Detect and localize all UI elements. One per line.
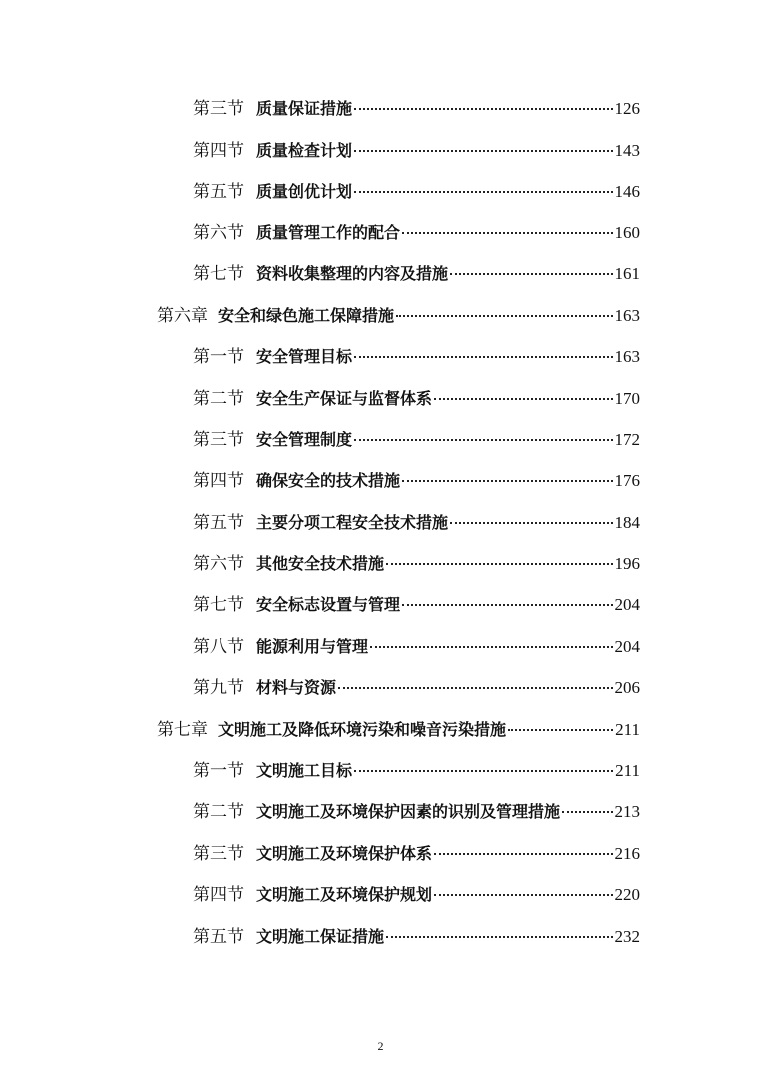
toc-label: 第七节	[193, 264, 244, 284]
toc-title: 安全和绿色施工保障措施	[218, 306, 395, 325]
toc-title: 主要分项工程安全技术措施	[256, 513, 449, 532]
dot-leader	[354, 769, 613, 772]
toc-entry[interactable]	[193, 593, 640, 617]
toc-page-number: 172	[614, 430, 640, 449]
toc-title: 安全管理制度	[256, 430, 353, 449]
toc-page-number: 161	[614, 264, 640, 283]
toc-title: 材料与资源	[256, 678, 337, 697]
toc-title: 质量创优计划	[256, 182, 353, 201]
toc-entry[interactable]	[193, 511, 640, 535]
toc-entry[interactable]	[193, 676, 640, 700]
toc-label: 第五节	[193, 513, 244, 533]
dot-leader	[434, 397, 612, 400]
toc-label: 第八节	[193, 637, 244, 657]
dot-leader	[434, 852, 612, 855]
toc-label: 第二节	[193, 802, 244, 822]
dot-leader	[402, 603, 612, 606]
dot-leader	[386, 562, 612, 565]
toc-title: 文明施工保证措施	[256, 927, 385, 946]
dot-leader	[386, 935, 612, 938]
toc-entry[interactable]	[193, 262, 640, 286]
toc-title: 安全生产保证与监督体系	[256, 389, 433, 408]
toc-entry[interactable]	[193, 469, 640, 493]
toc-page-number: 146	[614, 182, 640, 201]
toc-title: 质量检查计划	[256, 141, 353, 160]
toc-page-number: 163	[614, 306, 640, 325]
toc-title: 能源利用与管理	[256, 637, 369, 656]
dot-leader	[338, 686, 612, 689]
dot-leader	[508, 728, 613, 731]
toc-title: 安全标志设置与管理	[256, 595, 401, 614]
toc-title: 文明施工及降低环境污染和噪音污染措施	[218, 720, 507, 739]
dot-leader	[354, 438, 612, 441]
toc-label: 第三节	[193, 844, 244, 864]
dot-leader	[450, 521, 612, 524]
dot-leader	[402, 231, 612, 234]
toc-label: 第五节	[193, 182, 244, 202]
toc-entry[interactable]	[193, 221, 640, 245]
page-number-footer: 2	[377, 1039, 384, 1053]
toc-page-number: 126	[614, 99, 640, 118]
toc-title: 文明施工及环境保护体系	[256, 844, 433, 863]
toc-entry[interactable]	[193, 139, 640, 163]
toc-entry[interactable]	[193, 883, 640, 907]
toc-label: 第六节	[193, 223, 244, 243]
toc-page-number: 213	[614, 802, 640, 821]
toc-page-number: 160	[614, 223, 640, 242]
dot-leader	[434, 893, 612, 896]
toc-label: 第九节	[193, 678, 244, 698]
toc-entry[interactable]	[193, 428, 640, 452]
toc-label: 第五节	[193, 927, 244, 947]
dot-leader	[396, 314, 612, 317]
toc-label: 第七章	[157, 720, 208, 740]
toc-title: 安全管理目标	[256, 347, 353, 366]
toc-page-number: 176	[614, 471, 640, 490]
dot-leader	[354, 355, 612, 358]
toc-title: 资料收集整理的内容及措施	[256, 264, 449, 283]
toc-page-number: 220	[614, 885, 640, 904]
toc-title: 确保安全的技术措施	[256, 471, 401, 490]
toc-page-number: 216	[614, 844, 640, 863]
toc-page-number: 196	[614, 554, 640, 573]
toc-entry[interactable]	[193, 387, 640, 411]
toc-title: 其他安全技术措施	[256, 554, 385, 573]
toc-entry[interactable]	[193, 925, 640, 949]
toc-chapter-entry[interactable]	[157, 304, 640, 328]
toc-page-number: 184	[614, 513, 640, 532]
toc-page-number: 211	[615, 761, 640, 780]
toc-title: 质量管理工作的配合	[256, 223, 401, 242]
toc-label: 第三节	[193, 99, 244, 119]
toc-title: 文明施工及环境保护规划	[256, 885, 433, 904]
toc-label: 第四节	[193, 141, 244, 161]
toc-label: 第七节	[193, 595, 244, 615]
toc-title: 质量保证措施	[256, 99, 353, 118]
toc-label: 第二节	[193, 389, 244, 409]
toc-page-number: 232	[614, 927, 640, 946]
dot-leader	[354, 190, 612, 193]
toc-title: 文明施工目标	[256, 761, 353, 780]
toc-entry[interactable]	[193, 759, 640, 783]
toc-entry[interactable]	[193, 345, 640, 369]
toc-label: 第一节	[193, 761, 244, 781]
toc-entry[interactable]	[193, 842, 640, 866]
toc-page-number: 204	[614, 637, 640, 656]
toc-label: 第四节	[193, 471, 244, 491]
toc-label: 第六章	[157, 306, 208, 326]
toc-entry[interactable]	[193, 180, 640, 204]
toc-page-number: 163	[614, 347, 640, 366]
toc-page-number: 143	[614, 141, 640, 160]
toc-chapter-entry[interactable]	[157, 718, 640, 742]
dot-leader	[354, 107, 612, 110]
dot-leader	[450, 272, 612, 275]
dot-leader	[562, 810, 612, 813]
toc-entry[interactable]	[193, 635, 640, 659]
toc-entry[interactable]	[193, 97, 640, 121]
toc-page-number: 170	[614, 389, 640, 408]
toc-page-number: 211	[615, 720, 640, 739]
dot-leader	[354, 149, 612, 152]
toc-label: 第四节	[193, 885, 244, 905]
toc-page-number: 204	[614, 595, 640, 614]
toc-page-number: 206	[614, 678, 640, 697]
toc-entry[interactable]	[193, 800, 640, 824]
toc-label: 第一节	[193, 347, 244, 367]
toc-title: 文明施工及环境保护因素的识别及管理措施	[256, 802, 561, 821]
toc-label: 第三节	[193, 430, 244, 450]
toc-entry[interactable]	[193, 552, 640, 576]
dot-leader	[402, 479, 612, 482]
toc-label: 第六节	[193, 554, 244, 574]
dot-leader	[370, 645, 612, 648]
